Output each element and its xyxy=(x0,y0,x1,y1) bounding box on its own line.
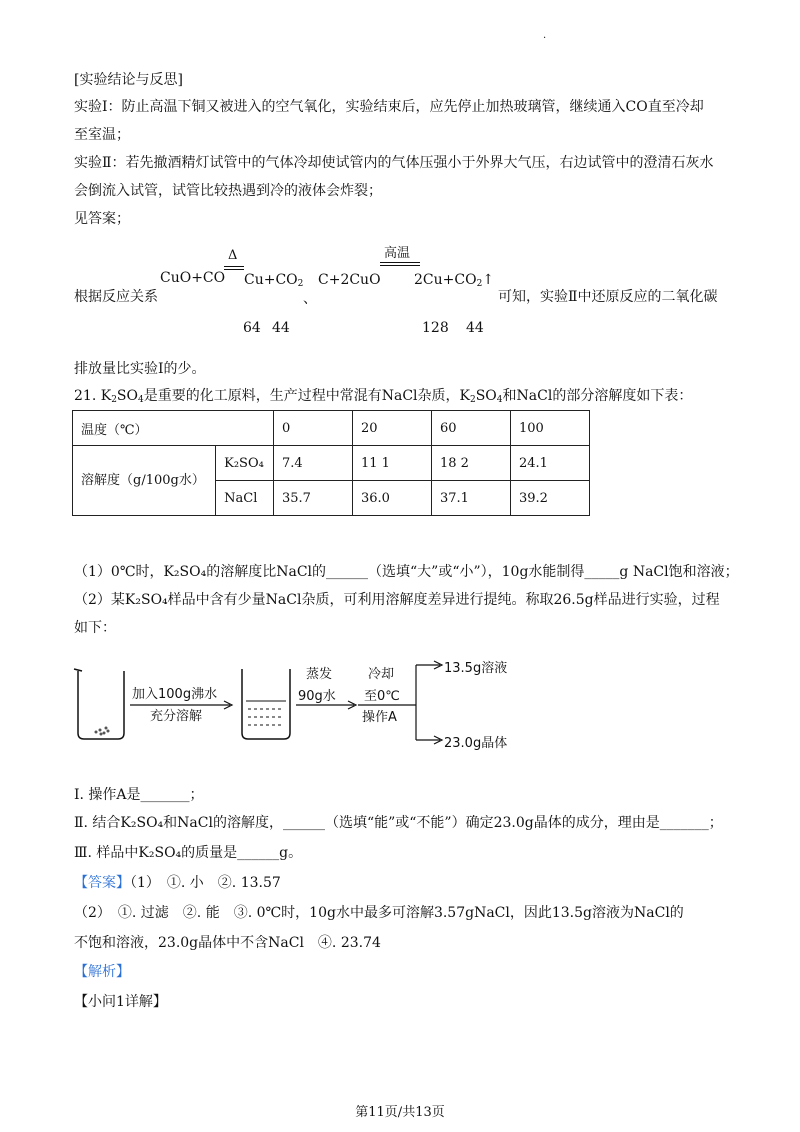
temp-cell: 0 xyxy=(274,411,353,446)
exp1-text: 实验Ⅰ：防止高温下铜又被进入的空气氧化，实验结束后，应先停止加热玻璃管，继续通入CO直至冷却 xyxy=(74,99,704,115)
exp1-cont: 至室温； xyxy=(74,127,130,143)
detail-tag: 【小问1详解】 xyxy=(74,994,167,1010)
k2so4-cell: 7.4 xyxy=(274,446,353,481)
k2so4-cell: 24.1 xyxy=(511,446,590,481)
step1-label-b: 充分溶解 xyxy=(150,709,203,724)
k2so4-cell: 11 1 xyxy=(353,446,432,481)
reaction2-left: C+2CuO xyxy=(318,272,381,288)
solubility-label: 溶解度（g/100g水） xyxy=(73,446,216,516)
page-footer: 第11页/共13页 xyxy=(355,1105,445,1120)
conclusion: 排放量比实验Ⅰ的少。 xyxy=(74,361,206,377)
answer-2-cont: 不饱和溶液，23.0g晶体中不含NaCl ④. 23.74 xyxy=(74,935,381,951)
reaction1-left: CuO+CO xyxy=(160,270,226,286)
question-2-cont: 如下： xyxy=(74,620,116,636)
answer-1: （1） ①. 小 ②. 13.57 xyxy=(130,875,281,891)
nacl-cell: 36.0 xyxy=(353,481,432,516)
question-II: Ⅱ. 结合K₂SO₄和NaCl的溶解度，______（选填“能”或“不能”）确定23.0g晶体的成分，理由是_______； xyxy=(74,815,723,831)
answer-2: （2） ①. 过滤 ②. 能 ③. 0℃时，10g水中最多可溶解3.57gNaCl，因此13.5g溶液为NaCl的 xyxy=(74,905,684,921)
nacl-cell: 39.2 xyxy=(511,481,590,516)
solubility-table xyxy=(72,410,590,516)
reaction2-condition: 高温 xyxy=(384,246,411,261)
question-I: Ⅰ. 操作A是_______； xyxy=(74,787,204,803)
step3-label-b: 至0℃ xyxy=(364,689,400,704)
exp2-text: 实验Ⅱ：若先撤酒精灯试管中的气体冷却使试管内的气体压强小于外界大气压，右边试管中的澄清石灰水 xyxy=(74,155,714,171)
step3-label-a: 冷却 xyxy=(368,667,395,682)
reaction-separator: 、 xyxy=(303,291,317,307)
nacl-label: NaCl xyxy=(216,481,274,516)
temp-cell: 20 xyxy=(353,411,432,446)
mass-44b: 44 xyxy=(466,320,484,336)
k2so4-cell: 18 2 xyxy=(432,446,511,481)
page-dot: . xyxy=(543,30,547,41)
question-21: 21. $K_2SO_4$是重要的化工原料，生产过程中常混有NaCl杂质，$K_2SO_4$和NaCl的部分溶解度如下表： xyxy=(74,388,693,405)
k2so4-label: K₂SO₄ xyxy=(216,446,274,481)
nacl-cell: 37.1 xyxy=(432,481,511,516)
step2-label-b: 90g水 xyxy=(298,689,336,704)
question-1: （1）0℃时，K₂SO₄的溶解度比NaCl的______（选填“大”或“小”），10g水能制得_____g NaCl饱和溶液； xyxy=(74,564,739,580)
reaction-prefix: 根据反应关系 xyxy=(74,289,158,305)
step1-label-a: 加入100g沸水 xyxy=(132,687,218,702)
output-solution: 13.5g溶液 xyxy=(444,661,508,676)
section-title: [实验结论与反思] xyxy=(74,72,183,88)
reaction2-equal-top xyxy=(380,262,420,263)
answer-line-1 xyxy=(74,873,281,893)
see-answer: 见答案； xyxy=(74,211,130,227)
step3-label-c: 操作A xyxy=(362,710,397,725)
exp2-cont: 会倒流入试管，试管比较热遇到冷的液体会炸裂； xyxy=(74,183,382,199)
reaction1-condition: Δ xyxy=(228,248,238,263)
temp-header: 温度（℃） xyxy=(73,411,274,446)
output-crystal: 23.0g晶体 xyxy=(444,736,508,751)
reaction2-equal-bottom xyxy=(380,265,420,266)
mass-128: 128 xyxy=(422,320,449,336)
temp-cell: 100 xyxy=(511,411,590,446)
table-row xyxy=(73,446,590,481)
reaction2-right: $2Cu+CO_2↑$ xyxy=(414,272,495,289)
reaction1-equal-bottom xyxy=(224,269,244,270)
reaction1-right: $Cu+CO_2$ xyxy=(244,272,304,289)
analysis-tag: 【解析】 xyxy=(74,964,130,980)
mass-44a: 44 xyxy=(272,320,290,336)
answer-tag: 【答案】 xyxy=(74,875,130,891)
nacl-cell: 35.7 xyxy=(274,481,353,516)
table-row xyxy=(73,411,590,446)
temp-cell: 60 xyxy=(432,411,511,446)
reaction1-equal-top xyxy=(224,266,244,267)
mass-64: 64 xyxy=(243,320,261,336)
question-2: （2）某K₂SO₄样品中含有少量NaCl杂质，可利用溶解度差异进行提纯。称取26.5g样品进行实验，过程 xyxy=(74,592,720,608)
reaction-suffix: 可知，实验Ⅱ中还原反应的二氧化碳 xyxy=(498,289,718,305)
question-III: Ⅲ. 样品中K₂SO₄的质量是______g。 xyxy=(74,845,303,861)
step2-label-a: 蒸发 xyxy=(306,667,333,682)
